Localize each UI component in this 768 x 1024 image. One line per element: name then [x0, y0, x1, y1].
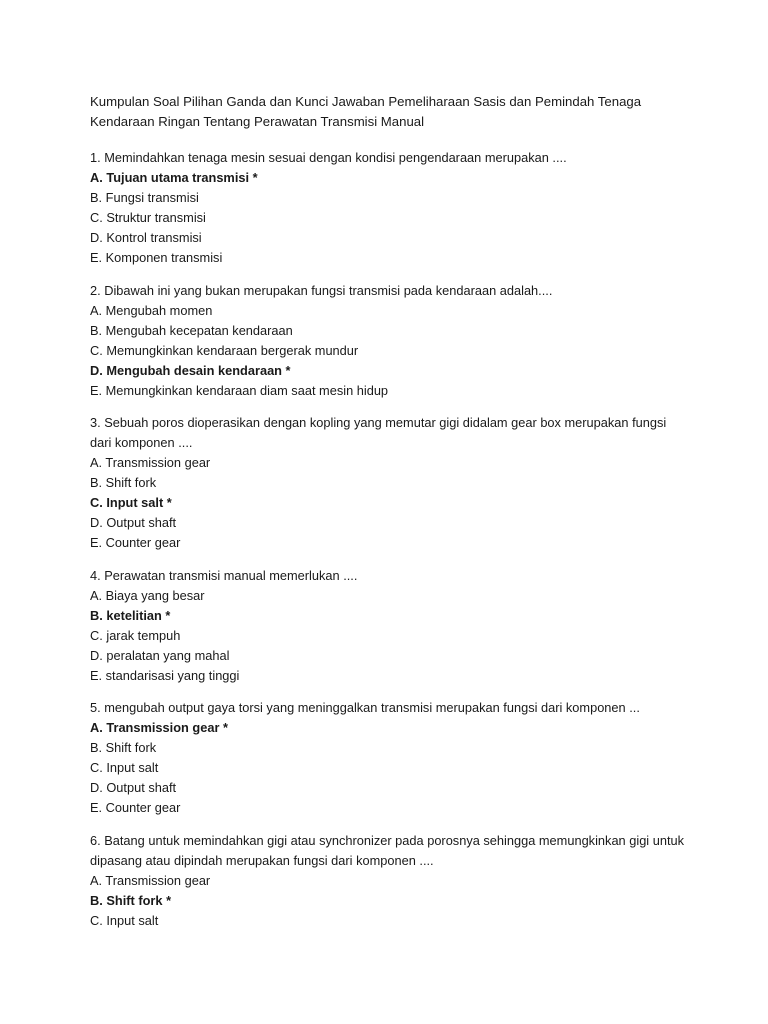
title-line: Kumpulan Soal Pilihan Ganda dan Kunci Jawaban Pemeliharaan Sasis dan Pemindah Tenaga — [90, 94, 642, 109]
question-block — [90, 148, 728, 268]
answer-option: A. Mengubah momen — [90, 302, 213, 318]
answer-option: B. Shift fork — [90, 475, 157, 490]
answer-option-correct: A. Tujuan utama transmisi * — [90, 170, 258, 185]
question-text: 5. mengubah output gaya torsi yang meninggalkan transmisi merupakan fungsi dari komponen ... — [90, 700, 640, 715]
answer-option: A. Transmission gear — [90, 455, 211, 470]
question-text: dipasang atau dipindah merupakan fungsi dari komponen .... — [90, 852, 434, 868]
question-block — [90, 831, 728, 931]
answer-option-correct: C. Input salt * — [90, 495, 172, 510]
question-text: 6. Batang untuk memindahkan gigi atau synchronizer pada porosnya sehingga memungkinkan gigi untuk — [90, 832, 685, 848]
answer-option: B. Mengubah kecepatan kendaraan — [90, 322, 293, 338]
answer-option: A. Biaya yang besar — [90, 587, 205, 603]
answer-option: D. Output shaft — [90, 780, 177, 795]
answer-option: C. Memungkinkan kendaraan bergerak mundur — [90, 342, 359, 358]
answer-option: E. Counter gear — [90, 535, 181, 550]
document-title — [90, 92, 728, 132]
answer-option: D. Kontrol transmisi — [90, 230, 202, 245]
answer-option-correct: D. Mengubah desain kendaraan * — [90, 362, 291, 378]
answer-option-correct: B. ketelitian * — [90, 607, 171, 623]
answer-option: D. Output shaft — [90, 515, 177, 530]
answer-option: C. Input salt — [90, 760, 159, 775]
answer-option: B. Fungsi transmisi — [90, 190, 199, 205]
answer-option: C. Struktur transmisi — [90, 210, 206, 225]
answer-option-correct: B. Shift fork * — [90, 892, 172, 908]
question-text: 2. Dibawah ini yang bukan merupakan fungsi transmisi pada kendaraan adalah.... — [90, 282, 553, 298]
question-block — [90, 698, 728, 818]
answer-option: E. Komponen transmisi — [90, 250, 223, 265]
question-block — [90, 413, 728, 553]
question-list — [90, 148, 728, 931]
answer-option: E. Memungkinkan kendaraan diam saat mesin hidup — [90, 382, 389, 398]
question-block — [90, 281, 728, 401]
question-text: 3. Sebuah poros dioperasikan dengan kopling yang memutar gigi didalam gear box merupakan fungsi — [90, 415, 667, 430]
title-line: Kendaraan Ringan Tentang Perawatan Transmisi Manual — [90, 114, 425, 129]
answer-option: E. standarisasi yang tinggi — [90, 667, 240, 683]
question-text: 1. Memindahkan tenaga mesin sesuai dengan kondisi pengendaraan merupakan .... — [90, 150, 567, 165]
answer-option: C. jarak tempuh — [90, 627, 181, 643]
answer-option-correct: A. Transmission gear * — [90, 720, 228, 735]
question-text: dari komponen .... — [90, 435, 193, 450]
question-block — [90, 566, 728, 686]
answer-option: A. Transmission gear — [90, 872, 211, 888]
answer-option: B. Shift fork — [90, 740, 157, 755]
answer-option: E. Counter gear — [90, 800, 181, 815]
answer-option: D. peralatan yang mahal — [90, 647, 230, 663]
question-text: 4. Perawatan transmisi manual memerlukan .... — [90, 567, 358, 583]
answer-option: C. Input salt — [90, 912, 159, 928]
